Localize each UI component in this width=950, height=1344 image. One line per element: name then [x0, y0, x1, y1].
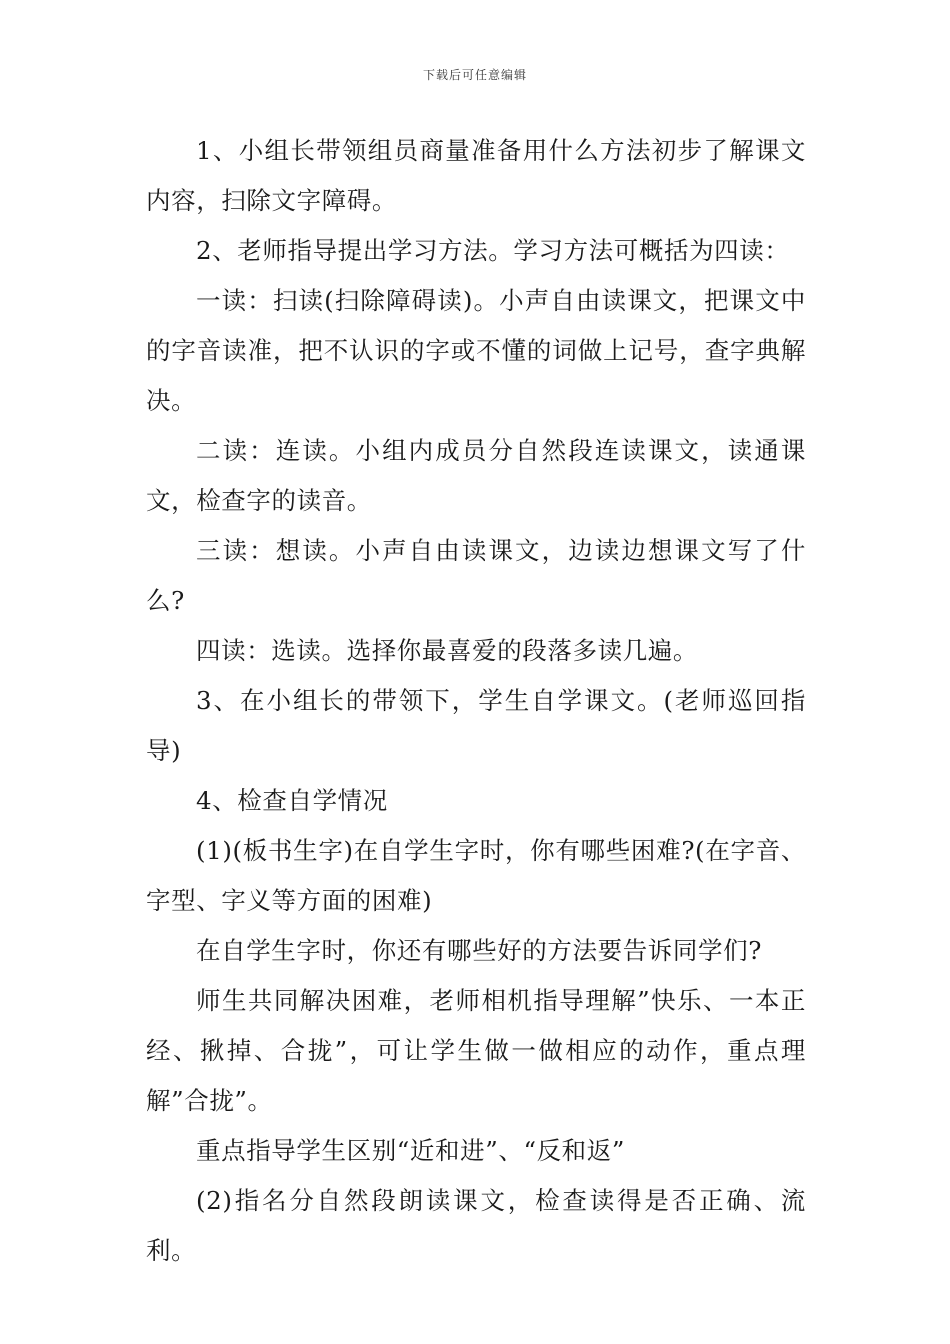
paragraph-read-2: 二读：连读。小组内成员分自然段连读课文，读通课文，检查字的读音。: [146, 436, 806, 515]
paragraph-substep-1: (1)(板书生字)在自学生字时，你有哪些困难?(在字音、字型、字义等方面的困难): [146, 836, 806, 915]
paragraph-step-2: 2、老师指导提出学习方法。学习方法可概括为四读：: [196, 236, 790, 265]
paragraph-step-3: 3、在小组长的带领下，学生自学课文。(老师巡回指导): [146, 686, 806, 765]
paragraph-read-1: 一读：扫读(扫除障碍读)。小声自由读课文，把课文中的字音读准，把不认识的字或不懂的词做上记号，查字典解决。: [146, 286, 806, 415]
paragraph-read-3: 三读：想读。小声自由读课文，边读边想课文写了什么?: [146, 536, 806, 615]
paragraph-read-4: 四读：选读。选择你最喜爱的段落多读几遍。: [196, 636, 698, 665]
paragraph-distinguish: 重点指导学生区别“近和进”、“反和返”: [196, 1136, 625, 1165]
paragraph-step-1: 1、小组长带领组员商量准备用什么方法初步了解课文内容，扫除文字障碍。: [146, 136, 806, 215]
paragraph-solve: 师生共同解决困难，老师相机指导理解”快乐、一本正经、揪掉、合拢”，可让学生做一做相应的动作，重点理解”合拢”。: [146, 986, 806, 1115]
paragraph-question: 在自学生字时，你还有哪些好的方法要告诉同学们?: [196, 936, 762, 965]
paragraph-substep-2: (2)指名分自然段朗读课文，检查读得是否正确、流利。: [146, 1186, 806, 1265]
page-header: 下载后可任意编辑: [422, 68, 527, 82]
paragraph-step-4: 4、检查自学情况: [196, 786, 388, 815]
document-body: [146, 126, 806, 1276]
